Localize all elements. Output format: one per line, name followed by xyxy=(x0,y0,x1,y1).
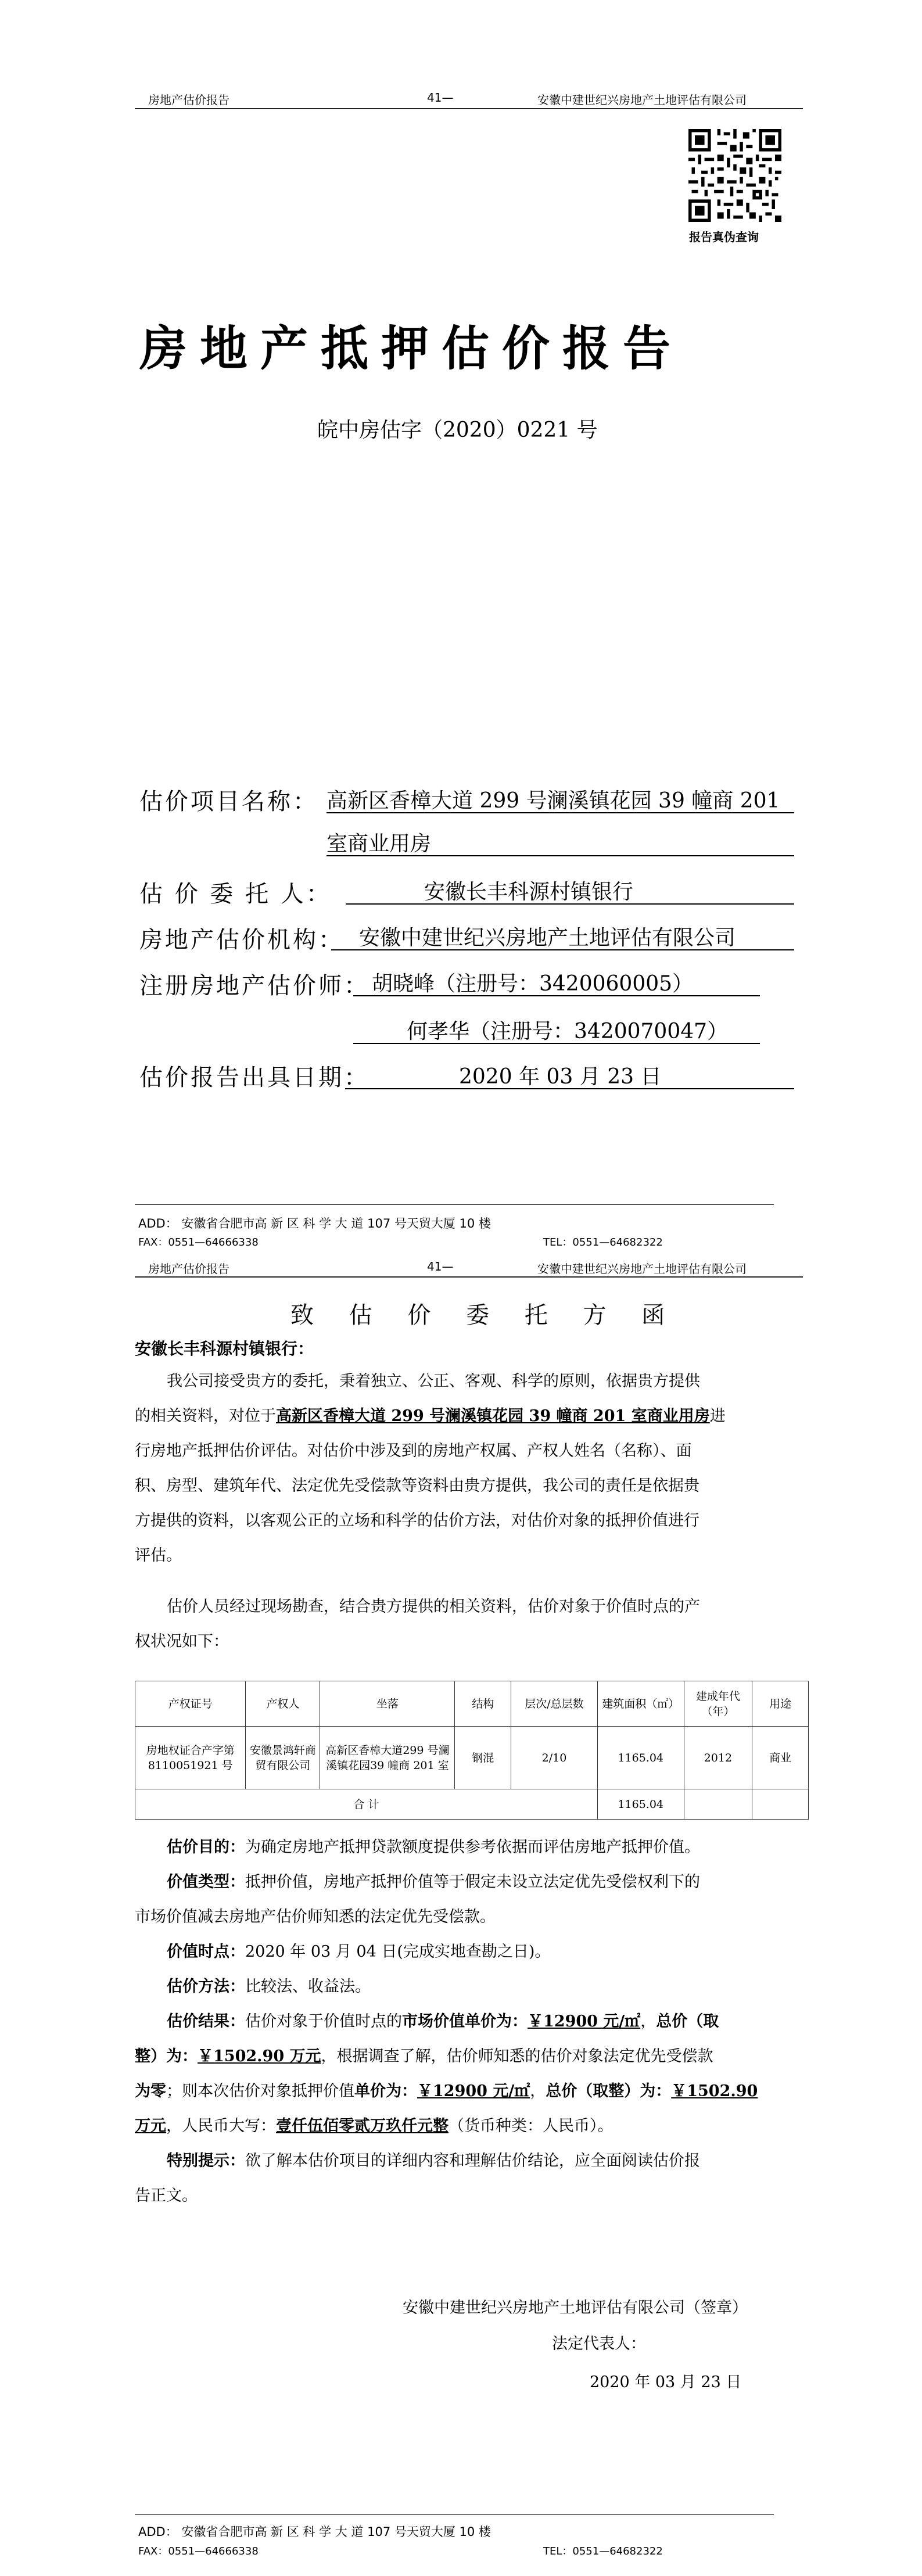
qr-code-icon xyxy=(688,129,781,222)
result-line3 xyxy=(135,2074,809,2109)
footer-rule xyxy=(135,1204,774,1205)
status-paragraph xyxy=(135,1590,809,1659)
result-l3-f: 总价（取整）为： xyxy=(546,2082,672,2100)
project-name-underline-1 xyxy=(327,812,794,813)
total-empty-1 xyxy=(684,1789,752,1820)
type-line xyxy=(135,1865,809,1900)
project-name-underline-2 xyxy=(327,855,794,856)
value-date-label: 价值时点： xyxy=(167,1943,245,1961)
result-line2 xyxy=(135,2039,809,2074)
header-rule xyxy=(135,108,803,109)
agency-value: 安徽中建世纪兴房地产土地评估有限公司 xyxy=(359,926,736,950)
header-right: 安徽中建世纪兴房地产土地评估有限公司 xyxy=(537,1262,747,1276)
agency-label: 房地产估价机构： xyxy=(139,927,344,953)
project-name-value-line2: 室商业用房 xyxy=(327,832,432,856)
footer-address: ADD： 安徽省合肥市高 新 区 科 学 大 道 107 号天贸大厦 10 楼 xyxy=(138,2525,491,2539)
details-section xyxy=(135,1830,809,2213)
result-l3-c: 单价为： xyxy=(354,2082,417,2100)
table-total-row xyxy=(135,1789,809,1820)
purpose-label: 估价目的： xyxy=(167,1838,245,1856)
report-number: 皖中房估字（2020）0221 号 xyxy=(317,418,598,442)
client-label: 估 价 委 托 人： xyxy=(139,881,332,907)
result-l1-d: ， xyxy=(640,2012,656,2030)
signature-rep: 法定代表人： xyxy=(552,2335,646,2353)
footer-fax: FAX：0551—64666338 xyxy=(138,2545,259,2557)
para1-line4: 积、房型、建筑年代、法定优先受偿款等资料由贵方提供，我公司的责任是依据贵 xyxy=(135,1477,699,1495)
qr-caption: 报告真伪查询 xyxy=(689,230,759,244)
type-text-a: 抵押价值，房地产抵押价值等于假定未设立法定优先受偿权利下的 xyxy=(245,1873,700,1891)
para1-line3: 行房地产抵押估价评估。对估价中涉及到的房地产权属、产权人姓名（名称）、面 xyxy=(135,1442,692,1460)
type-label: 价值类型： xyxy=(167,1873,245,1891)
para1-line1: 我公司接受贵方的委托，秉着独立、公正、客观、科学的原则，依据贵方提供 xyxy=(167,1372,700,1390)
appraiser-2-underline xyxy=(353,1043,760,1044)
mortgage-unit-price: ￥12900 元/㎡ xyxy=(417,2082,530,2100)
issue-date-label: 估价报告出具日期： xyxy=(139,1064,369,1091)
method-label: 估价方法： xyxy=(167,1978,245,1996)
result-line4 xyxy=(135,2109,809,2144)
letter-title: 致 估 价 委 托 方 函 xyxy=(290,1302,679,1329)
special-text-a: 欲了解本估价项目的详细内容和理解估价结论，应全面阅读估价报 xyxy=(245,2152,700,2170)
special-line xyxy=(135,2144,809,2179)
market-total-price: ￥1502.90 万元 xyxy=(198,2047,321,2065)
footer-rule xyxy=(135,2514,774,2515)
cell-structure: 钢混 xyxy=(455,1727,511,1789)
signature-date: 2020 年 03 月 23 日 xyxy=(590,2373,742,2391)
report-title: 房地产抵押估价报告 xyxy=(139,321,684,376)
para2-line2: 权状况如下： xyxy=(135,1633,229,1651)
appraiser-1-underline xyxy=(353,995,760,996)
signature-company: 安徽中建世纪兴房地产土地评估有限公司（签章） xyxy=(403,2299,748,2317)
cell-owner: 安徽景鸿轩商贸有限公司 xyxy=(246,1727,320,1789)
salutation: 安徽长丰科源村镇银行： xyxy=(135,1339,314,1358)
cell-location: 高新区香樟大道299 号澜溪镇花园39 幢商 201 室 xyxy=(320,1727,455,1789)
method-line xyxy=(135,1969,809,2004)
total-empty-2 xyxy=(752,1789,809,1820)
property-address-emphasis: 高新区香樟大道 299 号澜溪镇花园 39 幢商 201 室商业用房 xyxy=(276,1407,710,1425)
header-right: 安徽中建世纪兴房地产土地评估有限公司 xyxy=(537,93,747,107)
total-area: 1165.04 xyxy=(597,1789,684,1820)
para1-line5: 方提供的资料，以客观公正的立场和科学的估价方法，对估价对象的抵押价值进行 xyxy=(135,1512,699,1530)
market-unit-price: ￥12900 元/㎡ xyxy=(528,2012,641,2030)
cell-use: 商业 xyxy=(752,1727,809,1789)
result-l3-b: ；则本次估价对象抵押价值 xyxy=(166,2082,354,2100)
intro-paragraph xyxy=(135,1364,809,1573)
project-name-value-line1: 高新区香樟大道 299 号澜溪镇花园 39 幢商 201 xyxy=(327,789,780,813)
header-page-number: 41— xyxy=(427,91,454,105)
th-location: 坐落 xyxy=(320,1681,455,1727)
th-area: 建筑面积（㎡） xyxy=(597,1681,684,1727)
result-l1-b: 市场价值单价为： xyxy=(402,2012,528,2030)
project-name-label: 估价项目名称： xyxy=(139,788,318,815)
client-underline xyxy=(346,903,794,905)
cell-year: 2012 xyxy=(684,1727,752,1789)
issue-date-value: 2020 年 03 月 23 日 xyxy=(459,1065,662,1089)
result-l4-d: （货币种类：人民币）。 xyxy=(449,2117,614,2135)
table-header-row xyxy=(135,1681,809,1727)
value-date-line xyxy=(135,1935,809,1969)
cell-floors: 2/10 xyxy=(511,1727,598,1789)
result-l2-a: 整）为： xyxy=(135,2047,198,2065)
type-text-b: 市场价值减去房地产估价师知悉的法定优先受偿款。 xyxy=(135,1908,496,1926)
result-l1-e: 总价（取 xyxy=(656,2012,719,2030)
appraiser-1: 胡晓峰（注册号：3420060005） xyxy=(372,972,694,996)
result-line1 xyxy=(135,2004,809,2039)
th-year: 建成年代（年） xyxy=(684,1681,752,1727)
header-page-number: 41— xyxy=(427,1260,454,1273)
header-rule xyxy=(135,1276,803,1278)
para1-line2 xyxy=(135,1399,809,1434)
table-row xyxy=(135,1727,809,1789)
footer-tel: TEL：0551—64682322 xyxy=(543,2545,663,2557)
special-label: 特别提示： xyxy=(167,2152,245,2170)
cell-area: 1165.04 xyxy=(597,1727,684,1789)
client-value: 安徽长丰科源村镇银行 xyxy=(424,880,634,904)
property-table xyxy=(135,1681,809,1820)
result-l4-b: ，人民币大写： xyxy=(166,2117,276,2135)
purpose-text: 为确定房地产抵押贷款额度提供参考依据而评估房地产抵押价值。 xyxy=(245,1838,700,1856)
total-label: 合 计 xyxy=(135,1789,598,1820)
value-date-text: 2020 年 03 月 04 日(完成实地查勘之日)。 xyxy=(245,1943,551,1961)
result-label: 估价结果： xyxy=(167,2012,245,2030)
special-text-b: 告正文。 xyxy=(135,2187,198,2205)
appraiser-2: 何孝华（注册号：3420070047） xyxy=(407,1020,729,1043)
mortgage-total-price: ￥1502.90 xyxy=(671,2082,758,2100)
footer-fax: FAX：0551—64666338 xyxy=(138,1236,259,1248)
qr-code[interactable] xyxy=(688,129,781,222)
th-owner: 产权人 xyxy=(246,1681,320,1727)
cell-cert-no: 房地权证合产字第8110051921 号 xyxy=(135,1727,246,1789)
method-text: 比较法、收益法。 xyxy=(245,1978,371,1996)
th-structure: 结构 xyxy=(455,1681,511,1727)
para1-line2-pre: 的相关资料，对位于 xyxy=(135,1407,276,1425)
th-floors: 层次/总层数 xyxy=(511,1681,598,1727)
result-l2-c: ，根据调查了解，估价师知悉的估价对象法定优先受偿款 xyxy=(321,2047,713,2065)
issue-date-underline xyxy=(345,1088,794,1089)
result-l3-e: ， xyxy=(530,2082,546,2100)
footer-tel: TEL：0551—64682322 xyxy=(543,1236,663,1248)
agency-underline xyxy=(331,949,794,950)
para1-line2-post: 进 xyxy=(709,1407,726,1425)
footer-address: ADD： 安徽省合肥市高 新 区 科 学 大 道 107 号天贸大厦 10 楼 xyxy=(138,1217,491,1230)
header-left: 房地产估价报告 xyxy=(148,1262,229,1276)
th-cert-no: 产权证号 xyxy=(135,1681,246,1727)
appraiser-label: 注册房地产估价师： xyxy=(139,973,369,999)
para2-line1: 估价人员经过现场勘查，结合贵方提供的相关资料，估价对象于价值时点的产 xyxy=(167,1598,700,1616)
th-use: 用途 xyxy=(752,1681,809,1727)
amount-in-words: 壹仟伍佰零贰万玖仟元整 xyxy=(276,2117,449,2135)
header-left: 房地产估价报告 xyxy=(148,93,229,107)
result-l1-a: 估价对象于价值时点的 xyxy=(245,2012,402,2030)
result-l4-a: 万元 xyxy=(135,2117,166,2135)
purpose-line xyxy=(135,1830,809,1865)
para1-line6: 评估。 xyxy=(135,1547,182,1565)
result-l3-a: 为零 xyxy=(135,2082,166,2100)
